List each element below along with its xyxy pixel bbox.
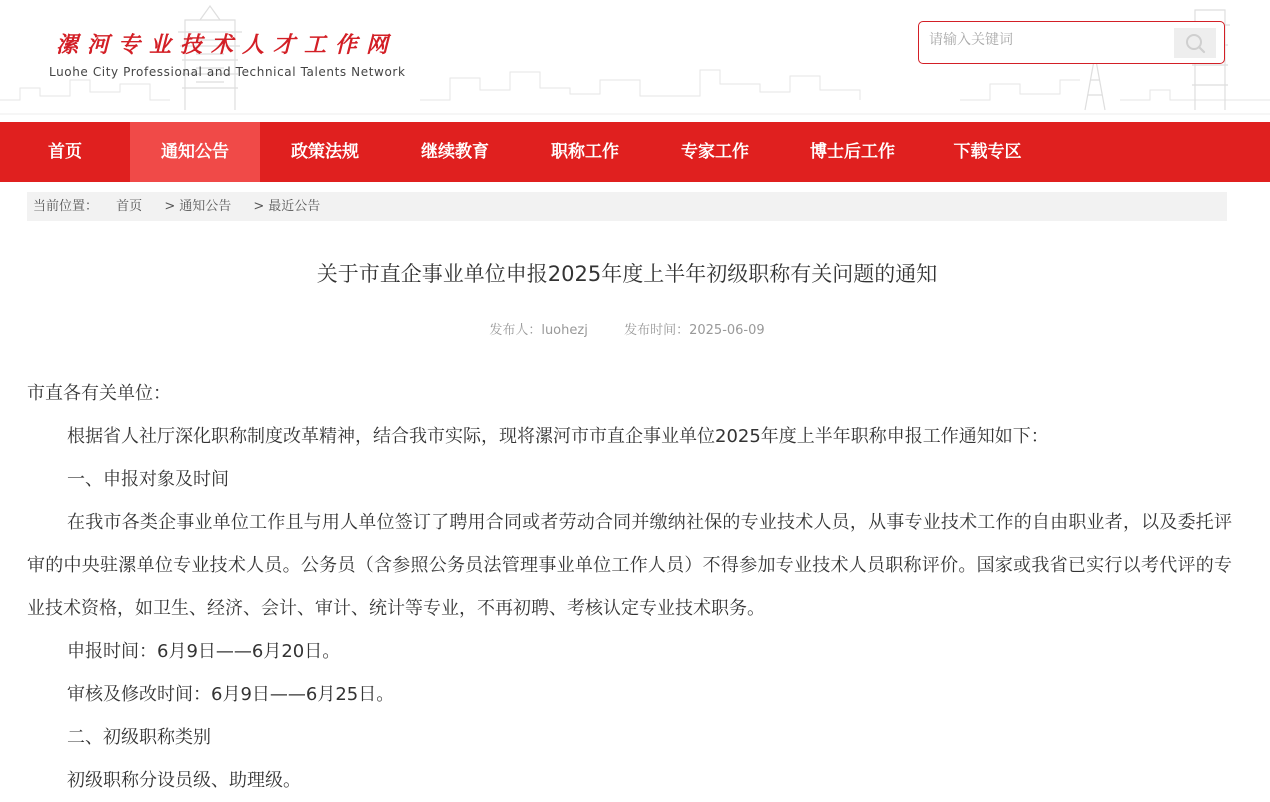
main-nav [0,122,1270,182]
nav-item-home[interactable]: 首页 [48,142,82,162]
nav-item-continuing-education[interactable]: 继续教育 [421,142,489,162]
publisher-value: luohezj [541,323,588,338]
search-button[interactable] [1174,28,1216,58]
breadcrumb-separator: > [253,199,265,214]
paragraph-eligibility: 在我市各类企事业单位工作且与用人单位签订了聘用合同或者劳动合同并缴纳社保的专业技术人员，从事专业技术工作的自由职业者，以及委托评审的中央驻漯单位专业技术人员。公务员（含参照公务员法管理事业单位工作人员）不得参加专业技术人员职称评价。国家或我省已实行以考代评的专业技术资格，如卫生、经济、会计、审计、统计等专业，不再初聘、考核认定专业技术职务。 [27,512,1232,619]
site-logo-title[interactable]: 漯河专业技术人才工作网 [56,32,398,58]
nav-item-postdoc[interactable]: 博士后工作 [810,142,895,162]
search-icon [1184,32,1206,54]
paragraph-intro: 根据省人社厅深化职称制度改革精神，结合我市实际，现将漯河市市直企事业单位2025年度上半年职称申报工作通知如下： [67,426,1049,447]
section-heading-2: 二、初级职称类别 [67,727,211,748]
site-logo-subtitle: Luohe City Professional and Technical Talents Network [49,65,406,79]
paragraph-application-time: 申报时间：6月9日——6月20日。 [67,641,341,662]
nav-item-notices[interactable]: 通知公告 [130,122,260,182]
section-heading-1: 一、申报对象及时间 [67,469,229,490]
breadcrumb-home[interactable]: 首页 [116,199,143,214]
paragraph-salutation: 市直各有关单位： [27,383,171,404]
article-body [27,372,1232,802]
site-header [0,0,1270,122]
breadcrumb-separator: > [164,199,176,214]
search-box [918,21,1225,64]
paragraph-review-time: 审核及修改时间：6月9日——6月25日。 [67,684,395,705]
nav-item-downloads[interactable]: 下载专区 [953,142,1022,162]
breadcrumb-recent[interactable]: 最近公告 [268,199,321,214]
nav-item-policies[interactable]: 政策法规 [291,142,359,162]
search-input[interactable] [929,28,1169,52]
publisher-label: 发布人： [489,323,542,338]
date-label: 发布时间： [624,323,690,338]
nav-item-titles[interactable]: 职称工作 [551,142,619,162]
breadcrumb [27,192,1227,221]
paragraph-levels: 初级职称分设员级、助理级。 [67,770,301,791]
date-value: 2025-06-09 [689,323,765,338]
breadcrumb-notices[interactable]: 通知公告 [179,199,232,214]
article-title: 关于市直企事业单位申报2025年度上半年初级职称有关问题的通知 [316,262,938,286]
nav-item-experts[interactable]: 专家工作 [681,142,749,162]
article-meta [0,319,1254,338]
breadcrumb-label: 当前位置： [33,199,99,214]
